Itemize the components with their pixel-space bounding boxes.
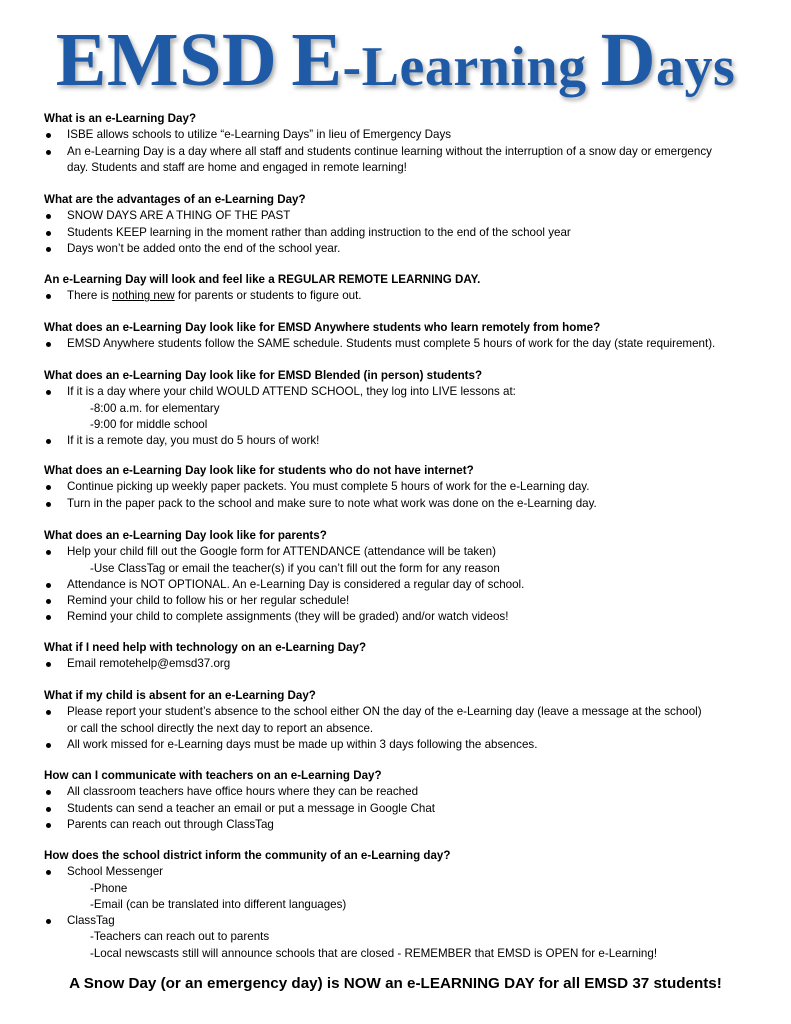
- section-regular-remote: [44, 272, 764, 305]
- title-letter-e: E: [291, 18, 343, 102]
- section-heading: What does an e-Learning Day look like for parents?: [44, 529, 327, 542]
- section-what-is: [44, 111, 764, 176]
- list-item: If it is a remote day, you must do 5 hours of work!: [44, 433, 764, 449]
- list-item-continuation: or call the school directly the next day to report an absence.: [67, 721, 374, 735]
- list-item: ISBE allows schools to utilize “e-Learning Days” in lieu of Emergency Days: [44, 127, 764, 143]
- text-run: for parents or students to figure out.: [174, 289, 362, 303]
- list-item: [44, 288, 764, 304]
- list-item: Attendance is NOT OPTIONAL. An e-Learning Day is considered a regular day of school.: [44, 577, 764, 593]
- footer-banner: A Snow Day (or an emergency day) is NOW an e-LEARNING DAY for all EMSD 37 students!: [69, 975, 722, 992]
- list-item-sub: -Phone: [90, 881, 128, 895]
- list-item-continuation: day. Students and staff are home and engaged in remote learning!: [67, 160, 407, 174]
- list-item: All classroom teachers have office hours where they can be reached: [44, 784, 764, 800]
- list-item: Remind your child to follow his or her regular schedule!: [44, 593, 764, 609]
- section-absent: [44, 688, 764, 753]
- section-anywhere: [44, 320, 764, 353]
- section-heading: How does the school district inform the community of an e-Learning day?: [44, 849, 451, 862]
- text-run: There is: [67, 289, 113, 303]
- list-item: If it is a day where your child WOULD ATTEND SCHOOL, they log into LIVE lessons at:: [44, 384, 764, 400]
- section-inform-community: [44, 848, 764, 962]
- section-heading: What is an e-Learning Day?: [44, 112, 197, 125]
- section-heading: What does an e-Learning Day look like for EMSD Anywhere students who learn remotely from home?: [44, 321, 601, 334]
- section-blended: [44, 368, 764, 449]
- section-tech-help: [44, 640, 764, 673]
- title-word-learning: -Learning: [342, 36, 587, 98]
- list-item-sub: -Use ClassTag or email the teacher(s) if you can’t fill out the form for any reason: [90, 561, 500, 575]
- list-item-sub: -Email (can be translated into different languages): [90, 897, 347, 911]
- schedule-middle-school: -9:00 for middle school: [90, 417, 208, 431]
- page-title: [0, 18, 791, 102]
- title-word-emsd: EMSD: [55, 18, 278, 102]
- list-item: Students can send a teacher an email or put a message in Google Chat: [44, 801, 764, 817]
- title-letter-d: D: [600, 18, 656, 102]
- list-item: Students KEEP learning in the moment rather than adding instruction to the end of the school year: [44, 225, 764, 241]
- list-item: Please report your student’s absence to the school either ON the day of the e-Learning day (leave a message at the school): [44, 704, 764, 720]
- section-heading: What are the advantages of an e-Learning Day?: [44, 193, 306, 206]
- list-item: Days won’t be added onto the end of the school year.: [44, 241, 764, 257]
- list-item: All work missed for e-Learning days must be made up within 3 days following the absences.: [44, 737, 764, 753]
- list-item-sub: -Teachers can reach out to parents: [90, 930, 270, 944]
- list-item: Remind your child to complete assignments (they will be graded) and/or watch videos!: [44, 609, 764, 625]
- section-heading: An e-Learning Day will look and feel like a REGULAR REMOTE LEARNING DAY.: [44, 273, 481, 286]
- list-item: Email remotehelp@emsd37.org: [44, 656, 764, 672]
- list-item: EMSD Anywhere students follow the SAME schedule. Students must complete 5 hours of work for the day (state requirement).: [44, 336, 764, 352]
- list-item: SNOW DAYS ARE A THING OF THE PAST: [44, 208, 764, 224]
- section-advantages: [44, 192, 764, 257]
- title-word-ays: ays: [655, 36, 736, 98]
- section-no-internet: [44, 463, 764, 512]
- list-item: An e-Learning Day is a day where all staff and students continue learning without the interruption of a snow day or emergency: [44, 144, 764, 160]
- list-item: Turn in the paper pack to the school and make sure to note what work was done on the e-Learning day.: [44, 496, 764, 512]
- list-item: ClassTag: [44, 913, 764, 929]
- schedule-elementary: -8:00 a.m. for elementary: [90, 401, 220, 415]
- underlined-phrase: nothing new: [112, 289, 175, 303]
- list-item: Continue picking up weekly paper packets. You must complete 5 hours of work for the e-Learning day.: [44, 479, 764, 495]
- section-heading: What does an e-Learning Day look like for students who do not have internet?: [44, 464, 474, 477]
- section-heading: What if my child is absent for an e-Learning Day?: [44, 689, 316, 702]
- section-heading: What if I need help with technology on an e-Learning Day?: [44, 641, 367, 654]
- list-item-sub: -Local newscasts still will announce schools that are closed - REMEMBER that EMSD is OPEN for e-Learning!: [90, 946, 658, 960]
- section-communicate: [44, 768, 764, 833]
- list-item: Parents can reach out through ClassTag: [44, 817, 764, 833]
- section-parents: [44, 528, 764, 626]
- section-heading: What does an e-Learning Day look like for EMSD Blended (in person) students?: [44, 369, 483, 382]
- section-heading: How can I communicate with teachers on an e-Learning Day?: [44, 769, 382, 782]
- list-item: School Messenger: [44, 864, 764, 880]
- list-item: Help your child fill out the Google form for ATTENDANCE (attendance will be taken): [44, 544, 764, 560]
